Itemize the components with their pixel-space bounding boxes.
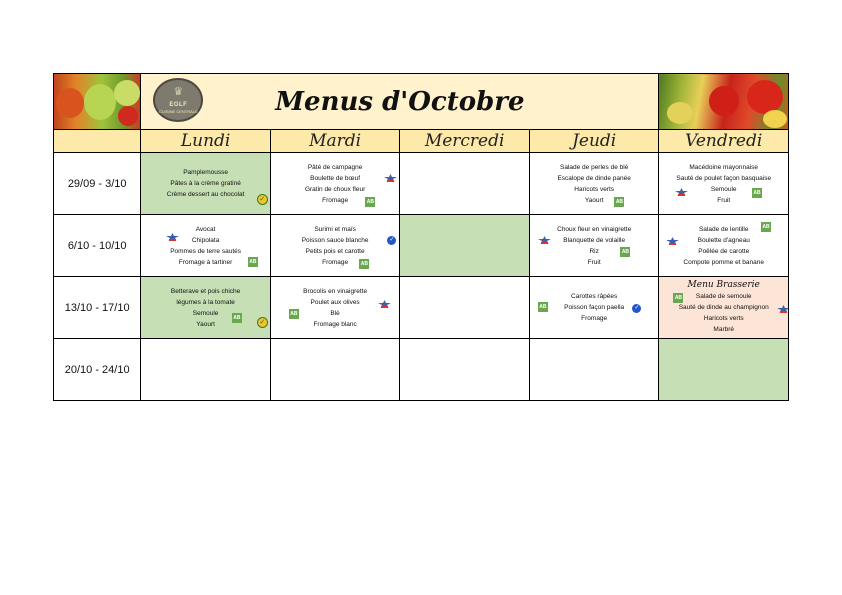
dish: Fromage	[322, 258, 349, 266]
bio-label-icon: AB	[762, 224, 770, 230]
fruits-photo-left	[54, 74, 141, 130]
dish: Fromage blanc	[313, 320, 357, 328]
menu-table	[53, 73, 789, 401]
dish: Pâté de campagne	[307, 163, 363, 171]
label-rouge-icon	[384, 174, 397, 182]
dish: Semoule	[192, 309, 219, 317]
dish: Gratin de choux fleur	[304, 185, 366, 193]
dish: Riz	[589, 247, 599, 255]
dish: Choux fleur en vinaigrette	[557, 225, 632, 233]
week-header-blank	[54, 130, 141, 153]
dish: Poulet aux olives	[310, 298, 360, 306]
dish: Blé	[330, 309, 340, 317]
menu-cell-mardi	[270, 339, 400, 401]
dish: légumes à la tomate	[176, 298, 235, 306]
dish: Poêlée de carotte	[698, 247, 750, 255]
menu-cell-lundi	[141, 153, 271, 215]
menu-cell-vendredi-brasserie	[659, 277, 789, 339]
dish: Fromage à tartiner	[178, 258, 233, 266]
dish: Petits pois et carotte	[305, 247, 365, 255]
bio-label-icon: AB	[539, 304, 547, 310]
menu-cell-mardi	[270, 153, 400, 215]
day-header-lundi: Lundi	[141, 130, 271, 153]
menu-cell-mercredi	[400, 215, 530, 277]
dish: Fromage	[581, 315, 608, 322]
label-rouge-icon	[675, 188, 688, 196]
menu-cell-mercredi	[400, 153, 530, 215]
page-title: Menus d'Octobre	[275, 86, 525, 117]
chef-hat-icon: ♛	[173, 86, 184, 98]
dish: Compote pomme et banane	[683, 258, 764, 266]
bio-label-icon: AB	[621, 249, 630, 255]
menu-cell-vendredi	[659, 153, 789, 215]
dish: Sauté de poulet façon basquaise	[676, 174, 772, 182]
day-header-mercredi: Mercredi	[400, 130, 530, 153]
bio-label-icon: AB	[360, 261, 368, 267]
msc-label-icon: ✓	[634, 305, 640, 311]
week-row	[54, 153, 789, 215]
bio-label-icon: AB	[290, 311, 298, 317]
menu-cell-jeudi	[529, 153, 659, 215]
dish: Chipolata	[191, 236, 220, 244]
dish: Boulette de bœuf	[310, 174, 361, 182]
dish: Salade de semoule	[695, 293, 752, 300]
label-rouge-icon	[777, 305, 789, 313]
dish: Pâtes à la crème gratiné	[170, 180, 241, 187]
day-header-mardi: Mardi	[270, 130, 400, 153]
week-row	[54, 277, 789, 339]
dish: Surimi et maïs	[314, 225, 356, 233]
bio-label-icon: AB	[753, 190, 761, 196]
hve-label-icon: ✓	[257, 317, 268, 328]
bio-label-icon: AB	[249, 259, 257, 265]
hve-label-icon: ✓	[257, 194, 268, 205]
dish: Escalope de dinde panée	[557, 174, 631, 182]
brasserie-menu-title: Menu Brasserie	[687, 280, 760, 290]
dish: Poisson sauce blanche	[301, 236, 369, 244]
dish: Haricots verts	[703, 315, 744, 322]
day-header-jeudi: Jeudi	[529, 130, 659, 153]
week-label: 29/09 - 3/10	[54, 153, 141, 215]
dish: Betterave et pois chiche	[170, 287, 241, 295]
bio-label-icon: AB	[674, 295, 683, 301]
dish: Pommes de terre sautés	[170, 247, 241, 255]
label-rouge-icon	[378, 300, 391, 308]
menu-sheet	[53, 73, 789, 405]
menu-cell-mardi	[270, 215, 400, 277]
menu-cell-mercredi	[400, 277, 530, 339]
dish: Carottes râpées	[571, 293, 618, 300]
vegetables-photo-right	[659, 74, 789, 130]
dish: Fruit	[717, 196, 731, 204]
menu-cell-jeudi	[529, 277, 659, 339]
menu-cell-mercredi	[400, 339, 530, 401]
dish: Haricots verts	[574, 185, 615, 193]
dish: Crème dessert au chocolat	[166, 191, 245, 198]
dish: Fruit	[587, 258, 601, 266]
menu-cell-vendredi	[659, 215, 789, 277]
week-row	[54, 215, 789, 277]
dish: Macédoine mayonnaise	[689, 163, 759, 171]
bio-label-icon: AB	[366, 199, 374, 205]
label-rouge-icon	[538, 236, 551, 244]
title-banner	[141, 74, 659, 130]
dish: Yaourt	[584, 196, 604, 204]
dish: Avocat	[195, 225, 216, 233]
label-rouge-icon	[666, 237, 679, 245]
week-label: 20/10 - 24/10	[54, 339, 141, 401]
dish: Semoule	[710, 185, 737, 193]
day-header-vendredi: Vendredi	[659, 130, 789, 153]
menu-cell-mardi	[270, 277, 400, 339]
dish: Fromage	[322, 196, 349, 204]
msc-label-icon: ✓	[389, 237, 395, 243]
menu-cell-lundi	[141, 215, 271, 277]
dish: Sauté de dinde au champignon	[678, 304, 769, 311]
menu-cell-lundi	[141, 339, 271, 401]
dish: Yaourt	[196, 320, 215, 328]
kitchen-logo: ♛ EGLF CUISINE CENTRALE	[153, 78, 203, 122]
dish: Salade de lentille	[698, 225, 749, 233]
menu-cell-jeudi	[529, 339, 659, 401]
week-label: 13/10 - 17/10	[54, 277, 141, 339]
dish: Boulette d'agneau	[697, 236, 750, 244]
menu-cell-jeudi	[529, 215, 659, 277]
dish: Salade de perles de blé	[560, 163, 629, 171]
dish: Marbré	[713, 326, 735, 333]
menu-cell-vendredi	[659, 339, 789, 401]
dish: Brocolis en vinaigrette	[303, 287, 368, 295]
dish: Blanquette de volaille	[563, 236, 626, 244]
bio-label-icon: AB	[615, 199, 624, 205]
week-row	[54, 339, 789, 401]
dish: Pamplemousse	[183, 169, 228, 176]
week-label: 6/10 - 10/10	[54, 215, 141, 277]
menu-cell-lundi	[141, 277, 271, 339]
label-rouge-icon	[166, 233, 179, 241]
bio-label-icon: AB	[233, 315, 241, 321]
dish: Poisson façon paella	[564, 304, 625, 311]
